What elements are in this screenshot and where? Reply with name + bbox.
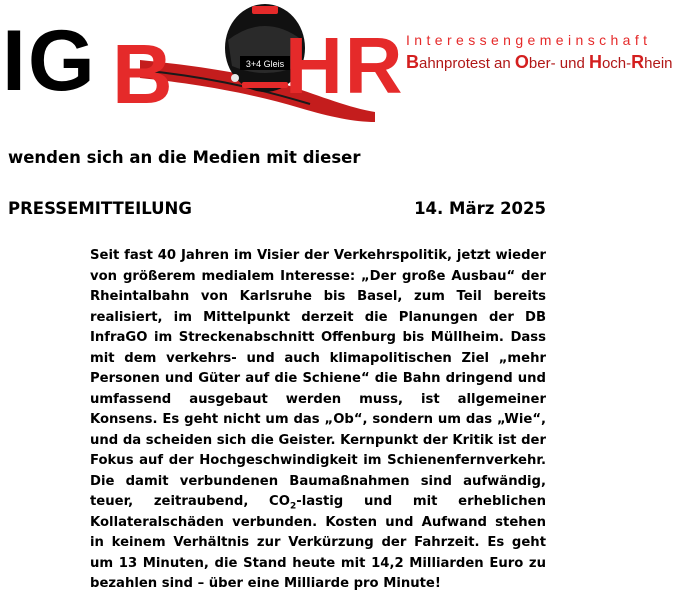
press-release-body: Seit fast 40 Jahren im Visier der Verkehrspolitik, jetzt wieder von größerem medialem Interesse: „Der große Ausbau“ der Rheintalbahn von Karlsruhe bis Basel, zum Teil bereits realisiert, im Mittelpunkt derzeit die Planungen der DB InfraGO im Streckenabschnitt Offenburg bis Müllheim. Dass mit dem verkehrs- und auch klimapolitischen Ziel „mehr Personen und Güter auf die Schiene“ die Bahn dringend und umfassend ausgebaut werden muss, ist allgemeiner Konsens. Es geht nicht um das „Ob“, sondern um das „Wie“, und da scheiden sich die Geister. Kernpunkt der Kritik ist der Fokus auf der Hochgeschwindigkeit im Schienenfernverkehr. Die damit verbundenen Baumaßnahmen sind aufwändig, teuer, zeitraubend, $CO_2$-lastig und mit erheblichen Kollateralschäden verbunden. Kosten und Aufwand stehen in keinem Verhältnis zur Verkürzung der Fahrzeit. Es geht um 13 Minuten, die Stand heute mit 14,2 Milliarden Euro zu bezahlen sind – über eine Milliarde pro Minute! bbox=[90, 248, 546, 591]
intro-line: wenden sich an die Medien mit dieser bbox=[8, 148, 361, 167]
logo bbox=[0, 0, 699, 125]
org-subtitle: Bahnprotest an Ober- und Hoch-Rhein bbox=[406, 52, 673, 72]
train-sign: 3+4 Gleis bbox=[245, 59, 285, 69]
org-name: Interessengemeinschaft bbox=[406, 32, 652, 48]
logo-b-letter: B bbox=[112, 27, 173, 121]
press-release-label: PRESSEMITTEILUNG bbox=[8, 199, 192, 218]
logo-ig-text: IG bbox=[2, 13, 97, 109]
logo-hr-text: HR bbox=[285, 21, 405, 110]
press-release-date: 14. März 2025 bbox=[414, 199, 546, 218]
co2-subscript: 2 bbox=[289, 501, 297, 512]
